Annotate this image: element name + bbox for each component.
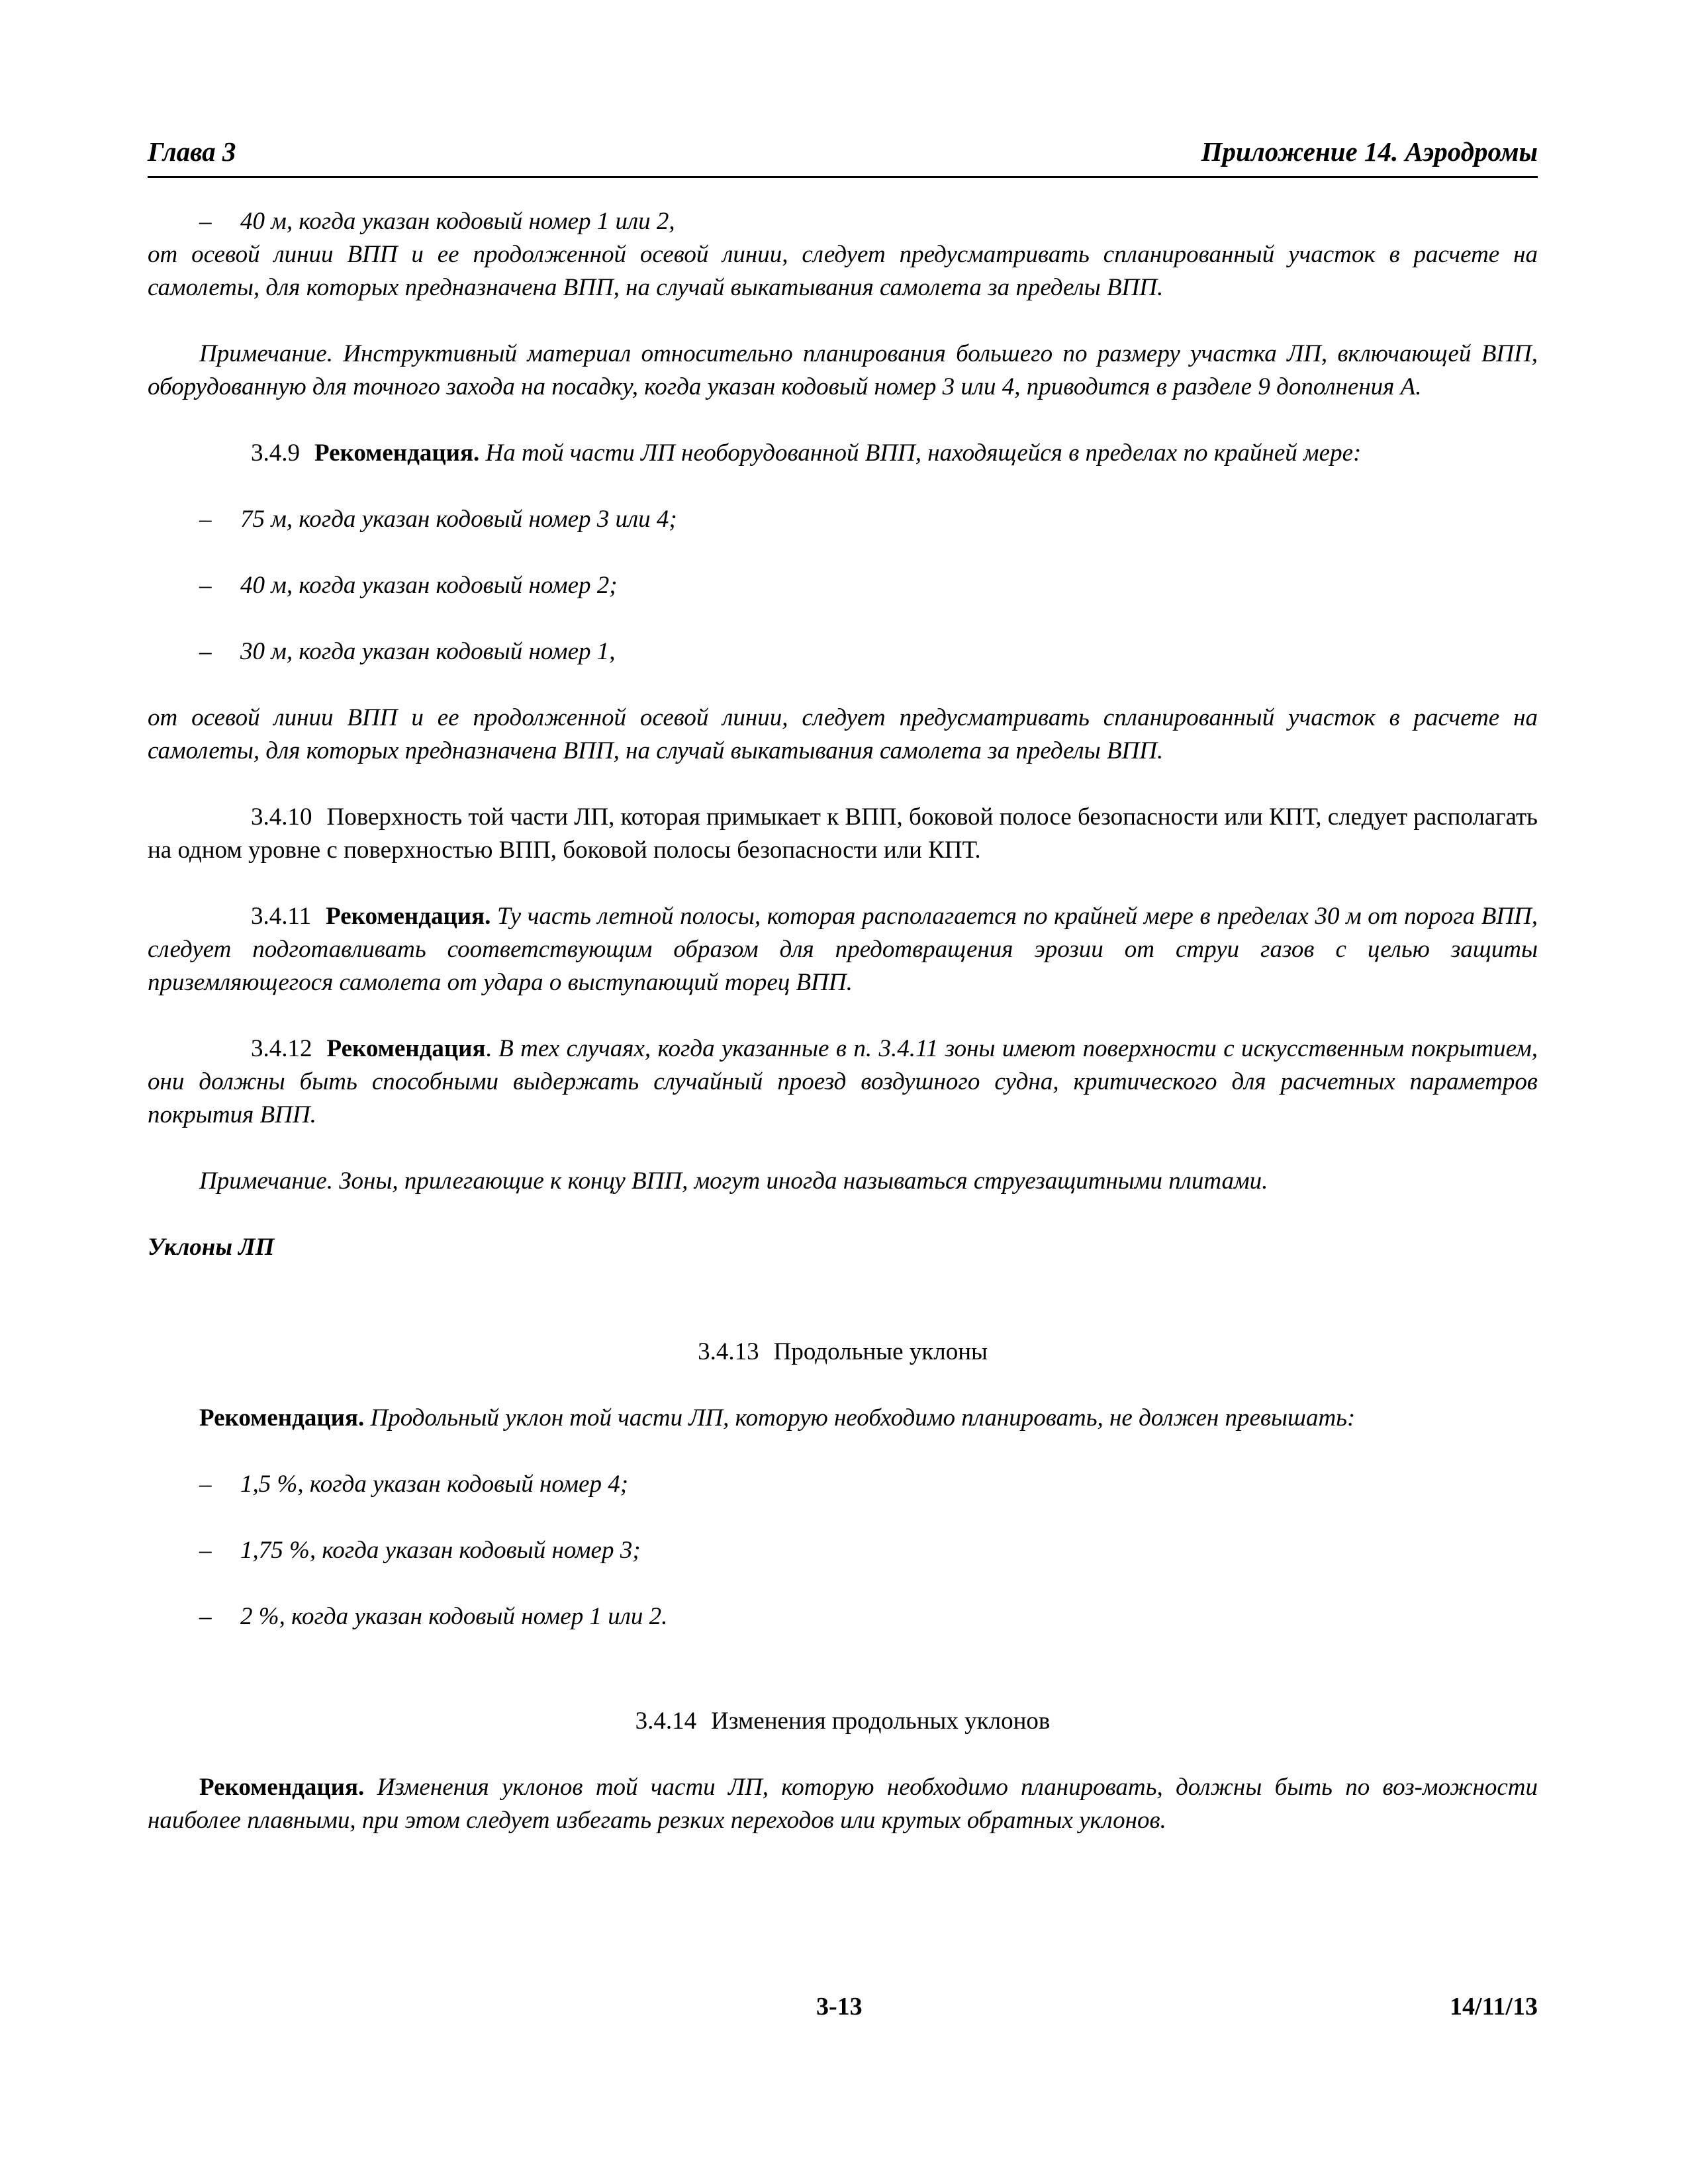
section-number: 3.4.14: [635, 1707, 697, 1735]
paragraph-continuation: от осевой линии ВПП и ее продолженной осевой линии, следует предусматривать спланированный участок в расчете на самолеты, для которых предназначена ВПП, на случай выкатывания самолета за пределы ВПП.: [148, 241, 1538, 301]
list-item: [148, 205, 1538, 238]
dash-marker: –: [199, 1537, 212, 1564]
list-item: [148, 503, 1538, 536]
period: .: [485, 1035, 492, 1062]
recommendation-label: Рекомендация.: [199, 1774, 365, 1801]
recommendation-label: Рекомендация.: [199, 1404, 365, 1432]
section-title: Изменения продольных уклонов: [711, 1707, 1051, 1735]
list-item: [148, 569, 1538, 602]
section-number: 3.4.10: [251, 803, 312, 831]
chapter-title: Глава 3: [148, 136, 236, 167]
section-3-4-10: [148, 801, 1538, 867]
section-number: 3.4.12: [251, 1035, 312, 1062]
recommendation-label: Рекомендация: [326, 1035, 486, 1062]
section-text: Поверхность той части ЛП, которая примыкает к ВПП, боковой полосе безопасности или КПТ, следует располагать на одном уровне с поверхностью ВПП, боковой полосы безопасности или КПТ.: [148, 803, 1538, 864]
section-3-4-13-text: [148, 1402, 1538, 1435]
section-3-4-14-text: [148, 1771, 1538, 1837]
list-item-text: 1,75 %, когда указан кодовый номер 3;: [240, 1537, 641, 1564]
section-text: Ту часть летной полосы, которая располагается по крайней мере в пределах 30 м от порога ВПП, следует подготавливать соответствующим образом для предотвращения эрозии от струи газов с целью защиты приземляющегося самолета от удара о выступающий торец ВПП.: [148, 903, 1538, 996]
page-header: [148, 126, 1538, 178]
note-paragraph: Примечание. Зоны, прилегающие к концу ВПП, могут иногда называться струезащитными плитами.: [199, 1167, 1268, 1195]
recommendation-label: Рекомендация.: [314, 439, 480, 467]
subsection-heading: Уклоны ЛП: [148, 1234, 275, 1261]
dash-marker: –: [199, 1603, 212, 1630]
revision-date: 14/11/13: [1449, 1993, 1538, 2021]
list-item-text: 75 м, когда указан кодовый номер 3 или 4;: [240, 506, 677, 533]
page-number: 3-13: [816, 1993, 863, 2021]
list-item: [148, 635, 1538, 668]
list-item-text: 2 %, когда указан кодовый номер 1 или 2.: [240, 1603, 668, 1630]
section-number: 3.4.11: [251, 903, 312, 930]
dash-marker: –: [199, 506, 212, 533]
document-body: [148, 205, 1538, 1870]
paragraph-after-list: от осевой линии ВПП и ее продолженной осевой линии, следует предусматривать спланированный участок в расчете на самолеты, для которых предназначена ВПП, на случай выкатывания самолета за пределы ВПП.: [148, 704, 1538, 764]
section-text: На той части ЛП необорудованной ВПП, находящейся в пределах по крайней мере:: [485, 439, 1362, 467]
section-3-4-12: [148, 1032, 1538, 1132]
section-number: 3.4.9: [251, 439, 300, 467]
section-3-4-14-heading: [148, 1705, 1538, 1738]
list-item-text: 40 м, когда указан кодовый номер 1 или 2,: [240, 208, 675, 235]
list-item: [148, 1534, 1538, 1567]
dash-marker: –: [199, 1471, 212, 1498]
section-text: Продольный уклон той части ЛП, которую необходимо планировать, не должен превышать:: [370, 1404, 1356, 1432]
recommendation-label: Рекомендация.: [326, 903, 491, 930]
dash-marker: –: [199, 572, 212, 599]
list-item: [148, 1468, 1538, 1501]
section-title: Продольные уклоны: [773, 1338, 988, 1365]
section-3-4-9: [148, 437, 1538, 470]
dash-marker: –: [199, 208, 212, 235]
section-3-4-13-heading: [148, 1336, 1538, 1369]
list-item: [148, 1600, 1538, 1633]
note-paragraph: Примечание. Инструктивный материал относительно планирования большего по размеру участка ЛП, включающей ВПП, оборудованную для точного захода на посадку, когда указан кодовый номер 3 или 4, приводится в разделе 9 дополнения А.: [148, 340, 1538, 400]
annex-title: Приложение 14. Аэродромы: [1201, 136, 1538, 167]
list-item-text: 30 м, когда указан кодовый номер 1,: [240, 638, 616, 665]
section-3-4-11: [148, 900, 1538, 999]
section-text: В тех случаях, когда указанные в п. 3.4.11 зоны имеют поверхности с искусственным покрытием, они должны быть способными выдержать случайный проезд воздушного судна, критического для расчетных параметров покрытия ВПП.: [148, 1035, 1538, 1128]
dash-marker: –: [199, 638, 212, 665]
section-text: Изменения уклонов той части ЛП, которую необходимо планировать, должны быть по воз-можности наиболее плавными, при этом следует избегать резких переходов или крутых обратных уклонов.: [148, 1774, 1538, 1834]
list-item-text: 1,5 %, когда указан кодовый номер 4;: [240, 1471, 629, 1498]
section-number: 3.4.13: [698, 1338, 759, 1365]
document-page: [148, 126, 1538, 2105]
list-item-text: 40 м, когда указан кодовый номер 2;: [240, 572, 618, 599]
